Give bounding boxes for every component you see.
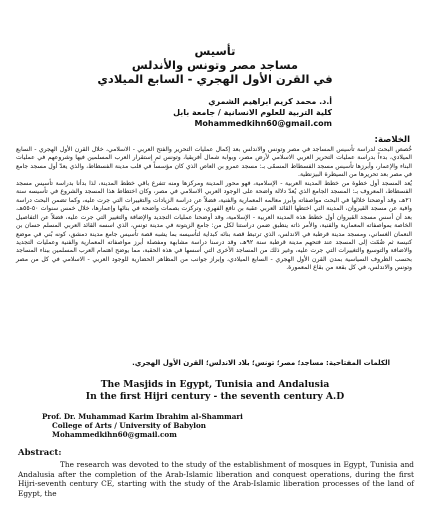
english-title-line-2: In the first Hijri century - the seventh century A.D xyxy=(85,391,345,402)
arabic-title-line-2: مساجد مصر وتونس والأندلس xyxy=(131,58,299,72)
arabic-title xyxy=(0,44,430,86)
arabic-title-line-3: في القرن الأول الهجري - السابع الميلادي xyxy=(97,72,333,86)
english-abstract-body: The research was devoted to the study of the establishment of mosques in Egypt, Tunisia and Andalusia after the completion of the Arab-Islamic liberation and conquest operations, during the first Hijri-seventh century CE, starting with the study of the Arab-Islamic liberation processes of the land of Egypt, the xyxy=(18,460,414,498)
english-abstract-heading: Abstract: xyxy=(18,448,62,458)
english-author-email: Mohammedkihn60@gmail.com xyxy=(52,430,177,439)
arabic-keywords: الكلمات المفتاحية: مساجد؛ مصر؛ تونس؛ بلاد الاندلس؛ القرن الأول الهجري. xyxy=(132,359,390,367)
arabic-abstract-heading: الخلاصة: xyxy=(374,135,410,145)
arabic-abstract-paragraph: يُعد المسجد أول خطوة من خطط المدينة العربية - الإسلامية، فهو محور المدينة ومركزها ومنه تتفرع باقي خطط المدينة، لذا بدأنا بدراسة تأسيس مسجد الفسطاط، المعروف بـ: المسجد الجامع الذي يُعدّ دلالة واضحة على الوجود العربي الاسلامي في مصر، وكان اختطاط هذا المسجد والشروع في تأسيسه سنة ٢١هـ، وقد أوضحنا خلالها في البحث مواصفاته وأبرز معالمه المعمارية والفنية، فضلاً عن دراسة الزيادات والتغييرات التي جرت عليه، وكما تضمن البحث دراسة وافية عن مسجد القيروان، المدينة التي اختطها القائد العربي عقبة بن نافع الفهري، وتركزت بصمات واضحة في بنائها وإعمارها، خلال خمس سنوات ٥٠-٥٥هـ، بعد أن أسس مسجد القيروان أول خطط هذه المدينة العربية - الإسلامية، وقد أوضحنا عمليات التجديد والإضافة والتغيير التي جرت عليه، فضلاً عن التفاصيل الخاصة بمواصفاته المعمارية والفنية، والأمر ذاته ينطبق ضمن دراستنا لكل من: جامع الزيتونة في مدينة تونس، الذي اسسه القائد العربي المسلم حسان بن النعمان الغساني، ومسجد مدينة قرطبة في الاندلس، الذي ترتبط قصة بنائه كبداية لتأسيسه بما يشبه قصة تأسيس جامع مدينة دمشق، كونه بُني في موضع كنيسة ثم ضُمّت إلى المسجد عند فتحهم مدينة قرطبة سنة ٩٢هـ، وقد درسنا دراسة مشابهة ومفصلة أبرز مواصفاته المعمارية والفنية وعمليات التجديد والاضافة والتوسيع والتغييرات التي جرت عليه، وغير ذلك من المساجد الأخرى التي أسسها في هذه الحقبة، مما يوضح اهتمام العرب المسلمين ببناء المساجد بحسب الظروف السياسية بمدن القرن الأول الهجري - السابع الميلادي، وإبراز جوانب من المظاهر الحضارية للوجود العربي - الاسلامي في كل من مصر وتونس والاندلس، في كل بقعة من بقاع المعمورة. xyxy=(16,179,413,272)
english-author-block xyxy=(42,412,372,439)
english-author-affiliation: College of Arts / University of Babylon xyxy=(52,421,207,430)
arabic-author-email: Mohammedkihn60@gmail.com xyxy=(194,119,332,128)
arabic-abstract-paragraph: خُصص البحث لدراسة تأسيس المساجد في مصر وتونس والاندلس بعد إكمال عمليات التحرير والفتح العربي - الاسلامي، خلال القرن الأول الهجري - السابع الميلادي، بدءاً بدراسة عمليات التحرير العربي الاسلامي لأرض مصر، وبوابة شمال أفريقيا، وتونس ثم إستقرار العرب المسلمين فيها وشروعهم في عمليات البناء والإعمار، وأبرزها تأسيس مسجد الفسطاط المسمّى بـ: مسجد عمرو بن العاص الذي كان مؤسساً في قلب مدينة الفسطاط، والذي يعدّ أول مسجد جامع في مصر بعد تحريرها من السيطرة البيزنطية. xyxy=(16,146,412,179)
english-title-line-1: The Masjids in Egypt, Tunisia and Andalusia xyxy=(100,379,330,390)
arabic-author-affiliation: كلية التربية للعلوم الانسانية / جامعة بابل xyxy=(173,108,332,117)
english-title xyxy=(0,379,430,403)
english-author-name: Prof. Dr. Muhammad Karim Ibrahim al-Shammari xyxy=(42,412,243,421)
arabic-title-line-1: تأسيس xyxy=(194,44,236,58)
arabic-abstract-body xyxy=(16,146,412,273)
arabic-author-block xyxy=(82,96,332,129)
arabic-author-name: أ.د. محمد كريم ابراهيم الشمري xyxy=(208,97,332,106)
